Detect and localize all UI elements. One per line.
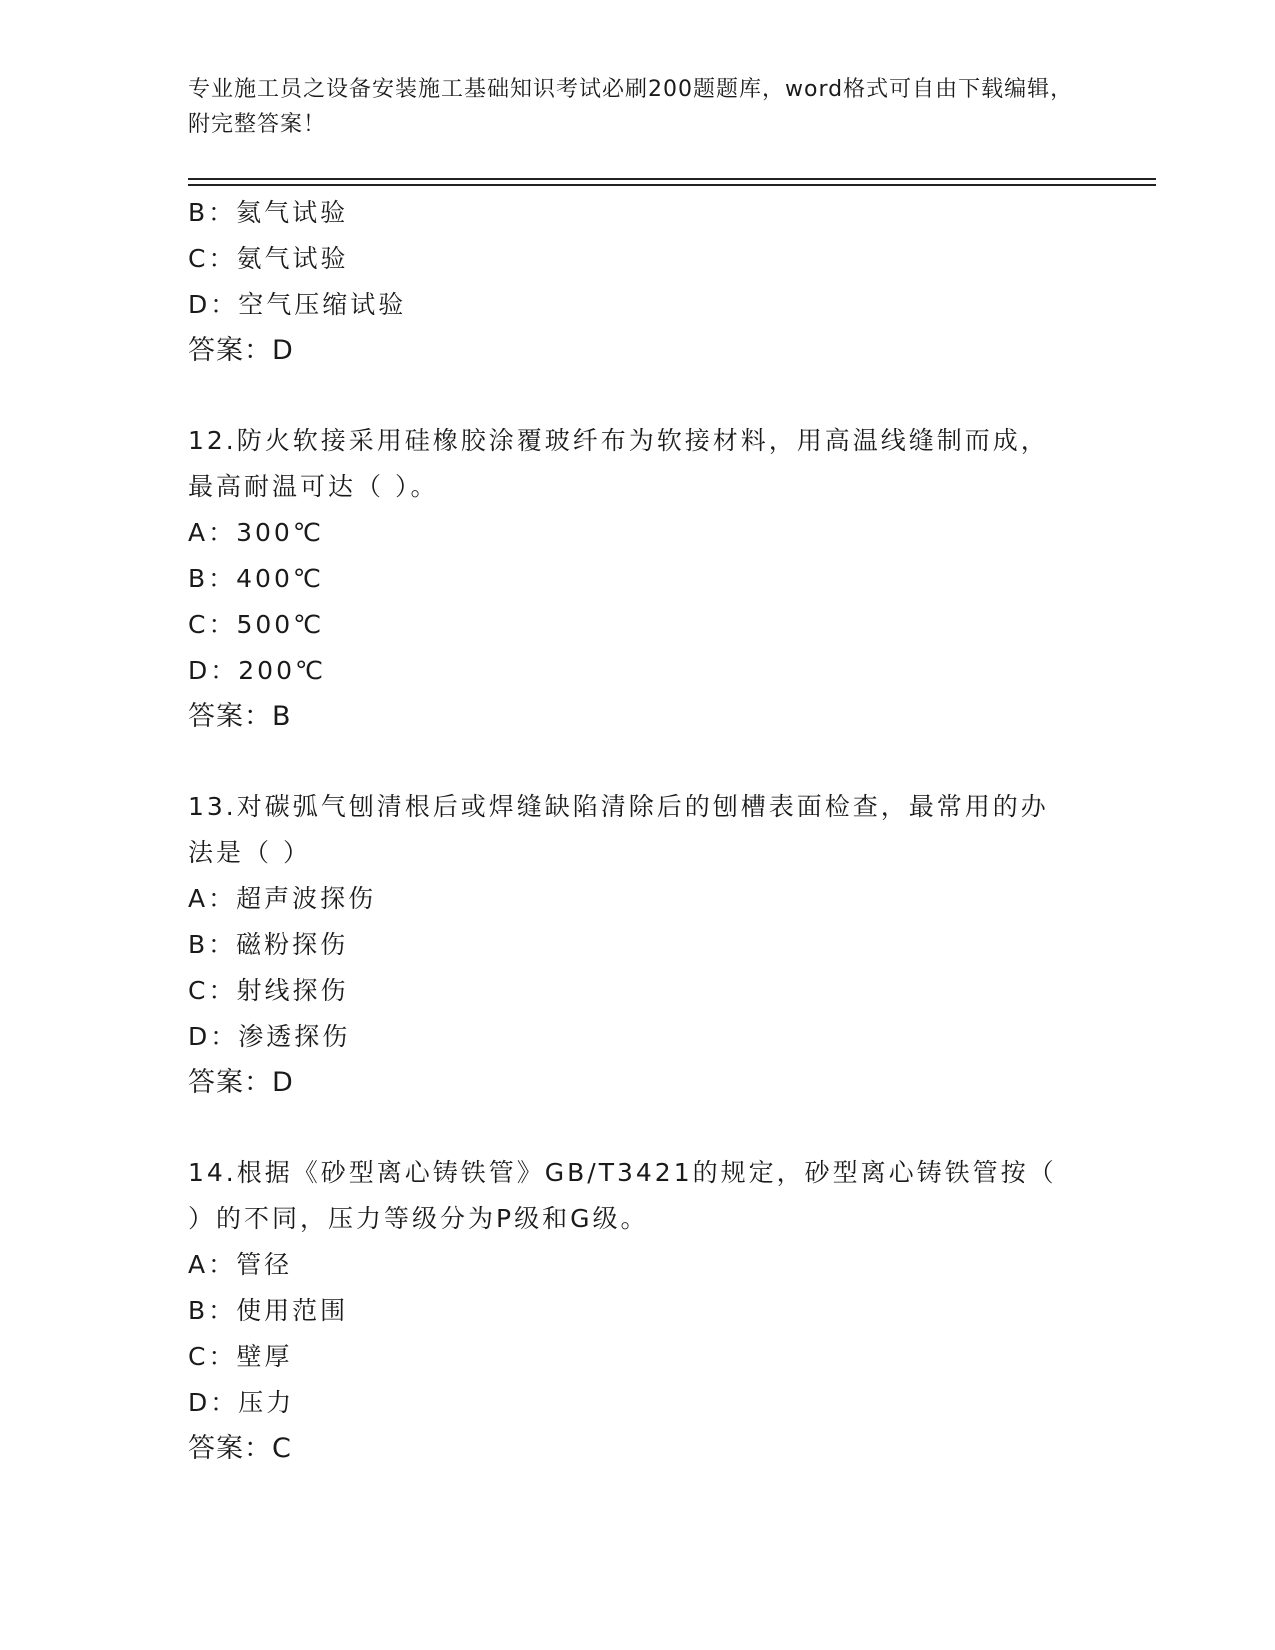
option-b: B：使用范围 (188, 1296, 349, 1325)
question-list (188, 190, 1088, 1472)
question-text-line2: 最高耐温可达（ ）。 (188, 472, 439, 501)
answer: 答案：D (188, 335, 294, 366)
header-rule-bottom (188, 184, 1156, 186)
answer: 答案：D (188, 1067, 294, 1098)
option-d: D：压力 (188, 1388, 295, 1417)
question-13 (188, 784, 1088, 1106)
header-rule-top (188, 178, 1156, 180)
option-a: A：超声波探伤 (188, 884, 377, 913)
question-14 (188, 1150, 1088, 1472)
question-text-line1: 14.根据《砂型离心铸铁管》GB/T3421的规定，砂型离心铸铁管按（ (188, 1158, 1057, 1187)
option-b: B：400℃ (188, 564, 324, 593)
question-12 (188, 418, 1088, 740)
answer: 答案：B (188, 701, 292, 732)
question-text-line1: 13.对碳弧气刨清根后或焊缝缺陷清除后的刨槽表面检查，最常用的办 (188, 792, 1049, 821)
option-d: D：渗透探伤 (188, 1022, 351, 1051)
option-c: C：氨气试验 (188, 244, 349, 273)
question-text-line1: 12.防火软接采用硅橡胶涂覆玻纤布为软接材料，用高温线缝制而成， (188, 426, 1049, 455)
option-c: C：壁厚 (188, 1342, 293, 1371)
document-header: 专业施工员之设备安装施工基础知识考试必刷200题题库，word格式可自由下载编辑，附完整答案！ (188, 77, 1074, 137)
answer: 答案：C (188, 1433, 292, 1464)
option-b: B：氦气试验 (188, 198, 349, 227)
option-c: C：射线探伤 (188, 976, 349, 1005)
option-d: D：空气压缩试验 (188, 290, 407, 319)
question-partial (188, 190, 1088, 374)
option-c: C：500℃ (188, 610, 325, 639)
option-d: D：200℃ (188, 656, 327, 685)
option-a: A：300℃ (188, 518, 324, 547)
option-a: A：管径 (188, 1250, 293, 1279)
question-text-line2: ）的不同，压力等级分为P级和G级。 (188, 1204, 649, 1233)
option-b: B：磁粉探伤 (188, 930, 349, 959)
question-text-line2: 法是（ ） (188, 838, 311, 867)
